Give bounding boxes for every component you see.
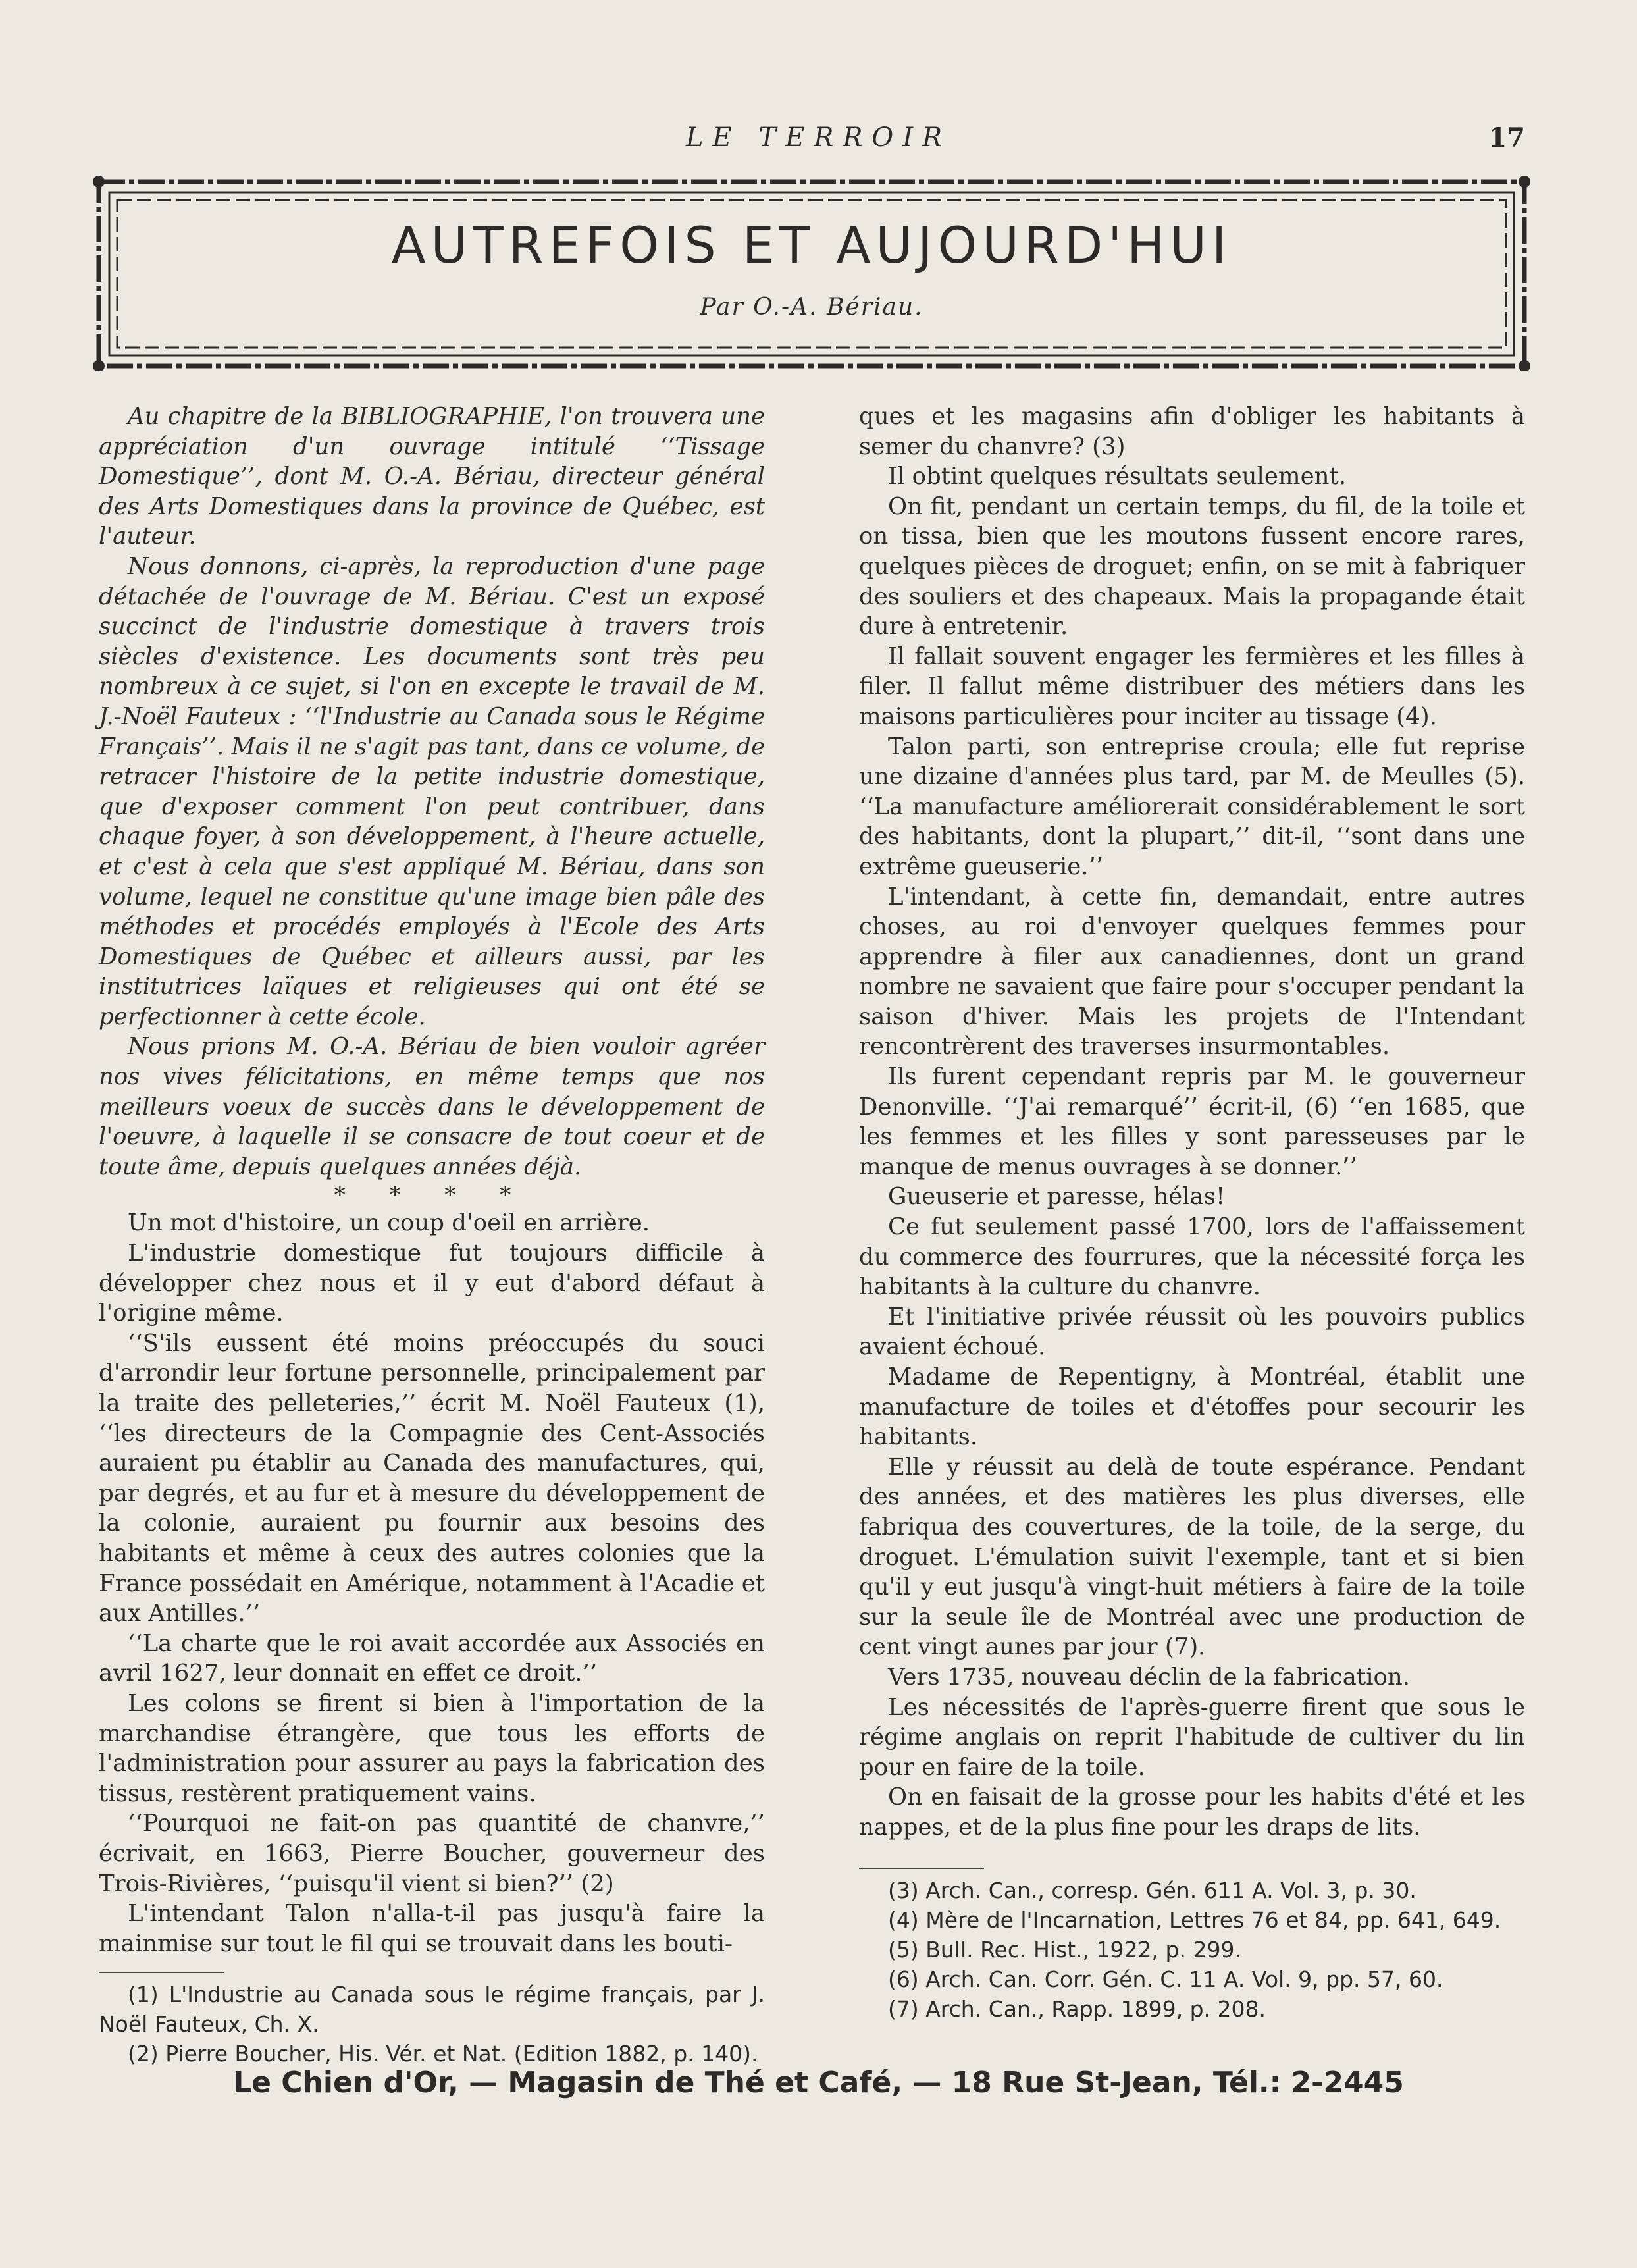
body-paragraph: ‘‘Pourquoi ne fait-on pas quantité de chanvre,’’ écrivait, en 1663, Pierre Boucher, gouverneur des Trois-Rivières, ‘‘puisqu'il vient si bien?’’ (2) [99,1810,765,1897]
body-paragraph: ‘‘S'ils eussent été moins préoccupés du souci d'arrondir leur fortune personnelle, principalement par la traite des pelleteries,’’ écrit M. Noël Fauteux (1), ‘‘les directeurs de la Compagnie des Cent-Associés auraient pu établir au Canada des manufactures, qui, par degrés, et au fur et à mesure du développement de la colonie, auraient pu fournir aux besoins des habitants et même à ceux des autres colonies que la France possédait en Amérique, notamment à l'Acadie et aux Antilles.’’ [99,1329,765,1627]
body-paragraph: ‘‘La charte que le roi avait accordée aux Associés en avril 1627, leur donnait en effet ce droit.’’ [99,1629,765,1687]
footnote: (3) Arch. Can., corresp. Gén. 611 A. Vol. 3, p. 30. [888,1877,1416,1903]
footnote: (2) Pierre Boucher, His. Vér. et Nat. (Edition 1882, p. 140). [128,2041,758,2067]
body-paragraph: Vers 1735, nouveau déclin de la fabrication. [888,1663,1411,1691]
body-paragraph: On en faisait de la grosse pour les habits d'été et les nappes, et de la plus fine pour les draps de lits. [859,1783,1525,1841]
footnote: (6) Arch. Can. Corr. Gén. C. 11 A. Vol. 9, pp. 57, 60. [888,1966,1443,1992]
body-paragraph: Les colons se firent si bien à l'importation de la marchandise étrangère, que tous les efforts de l'administration pour assurer au pays la fabrication des tissus, restèrent pratiquement vains. [99,1689,765,1807]
body-paragraph: Talon parti, son entreprise croula; elle fut reprise une dizaine d'années plus tard, par M. de Meulles (5). ‘‘La manufacture améliorerait considérablement le sort des habitants, dont la plupart,’’ dit-il, ‘‘sont dans une extrême gueuserie.’’ [859,733,1525,880]
right-column [859,402,1525,2024]
section-separator: * * * * [334,1182,530,1209]
article-title: AUTREFOIS ET AUJOURD'HUI [391,216,1232,275]
body-paragraph: ques et les magasins afin d'obliger les habitants à semer du chanvre? (3) [859,403,1525,460]
body-paragraph: Il fallait souvent engager les fermières et les filles à filer. Il fallut même distribuer des métiers dans les maisons particulières pour inciter au tissage (4). [859,643,1525,730]
footnote: (5) Bull. Rec. Hist., 1922, p. 299. [888,1936,1241,1963]
intro-paragraph: Nous donnons, ci-après, la reproduction d'une page détachée de l'ouvrage de M. Bériau. C'est un exposé succinct de l'industrie domestique à travers trois siècles d'existence. Les documents sont très peu nombreux à ce sujet, si l'on en excepte le travail de M. J.-Noël Fauteux : ‘‘l'Industrie au Canada sous le Régime Français’’. Mais il ne s'agit pas tant, dans ce volume, de retracer l'histoire de la petite industrie domestique, que d'exposer comment l'on peut contribuer, dans chaque foyer, à son développement, à l'heure actuelle, et c'est à cela que s'est appliqué M. Bériau, dans son volume, lequel ne constitue qu'une image bien pâle des méthodes et procédés employés à l'Ecole des Arts Domestiques de Québec et ailleurs aussi, par les institutrices laïques et religieuses qui ont été se perfectionner à cette école. [99,552,765,1030]
running-header [0,122,1637,159]
spacer [859,1843,1525,1855]
body-paragraph: L'industrie domestique fut toujours difficile à développer chez nous et il y eut d'abord défaut à l'origine même. [99,1240,765,1327]
running-title: LE TERROIR [685,122,952,153]
footnote-rule [859,1868,984,1869]
body-paragraph: Ils furent cependant repris par M. le gouverneur Denonville. ‘‘J'ai remarqué’’ écrit-il, (6) ‘‘en 1685, que les femmes et les filles y sont paresseuses par le manque de menus ouvrages à se donner.’’ [859,1063,1525,1180]
byline: Par O.-A. Bériau. [700,294,923,321]
intro-paragraph: Au chapitre de la BIBLIOGRAPHIE, l'on trouvera une appréciation d'un ouvrage intitulé ‘‘Tissage Domestique’’, dont M. O.-A. Bériau, directeur général des Arts Domestiques dans la province de Québec, est l'auteur. [99,403,765,550]
footnote: (1) L'Industrie au Canada sous le régime français, par J. Noël Fauteux, Ch. X. [99,1982,765,2038]
footer-advertisement: Le Chien d'Or, — Magasin de Thé et Café, — 18 Rue St-Jean, Tél.: 2-2445 [233,2066,1404,2099]
footnote: (4) Mère de l'Incarnation, Lettres 76 et 84, pp. 641, 649. [888,1907,1501,1933]
body-paragraph: Les nécessités de l'après-guerre firent que sous le régime anglais on reprit l'habitude de cultiver du lin pour en faire de la toile. [859,1693,1525,1781]
body-paragraph: Et l'initiative privée réussit où les pouvoirs publics avaient échoué. [859,1303,1525,1361]
body-paragraph: Gueuserie et paresse, hélas! [888,1183,1226,1211]
body-paragraph: On fit, pendant un certain temps, du fil, de la toile et on tissa, bien que les moutons fussent encore rares, quelques pièces de droguet; enfin, on se mit à fabriquer des souliers et des chapeaux. Mais la propagande était dure à entretenir. [859,492,1525,641]
body-paragraph: Ce fut seulement passé 1700, lors de l'affaissement du commerce des fourrures, que la nécessité força les habitants à la culture du chanvre. [859,1213,1525,1301]
body-paragraph: L'intendant Talon n'alla-t-il pas jusqu'à faire la mainmise sur tout le fil qui se trouvait dans les bouti- [99,1900,765,1957]
body-paragraph: Un mot d'histoire, un coup d'oeil en arrière. [128,1209,650,1237]
left-column [99,402,765,2069]
intro-paragraph: Nous prions M. O.-A. Bériau de bien vouloir agréer nos vives félicitations, en même temps que nos meilleurs voeux de succès dans le développement de l'oeuvre, à laquelle il se consacre de tout coeur et de toute âme, depuis quelques années déjà. [99,1033,765,1180]
page-number: 17 [1488,122,1525,153]
body-paragraph: Elle y réussit au delà de toute espérance. Pendant des années, et des matières les plus diverses, elle fabriqua des couvertures, de la toile, de la serge, du droguet. L'émulation suivit l'exemple, tant et si bien qu'il y eut jusqu'à vingt-huit métiers à faire de la toile sur la seule île de Montréal avec une production de cent vingt aunes par jour (7). [859,1453,1525,1661]
body-paragraph: Madame de Repentigny, à Montréal, établit une manufacture de toiles et d'étoffes pour secourir les habitants. [859,1363,1525,1451]
footnote-rule [99,1972,224,1973]
body-paragraph: L'intendant, à cette fin, demandait, entre autres choses, au roi d'envoyer quelques femmes pour apprendre à filer aux canadiennes, dont un grand nombre ne savaient que faire pour s'occuper pendant la saison d'hiver. Mais les projets de l'Intendant rencontrèrent des traverses insurmontables. [859,883,1525,1061]
intro-block [99,402,765,1182]
footnote: (7) Arch. Can., Rapp. 1899, p. 208. [888,1995,1266,2022]
title-frame [93,176,1530,371]
body-paragraph: Il obtint quelques résultats seulement. [888,463,1346,490]
